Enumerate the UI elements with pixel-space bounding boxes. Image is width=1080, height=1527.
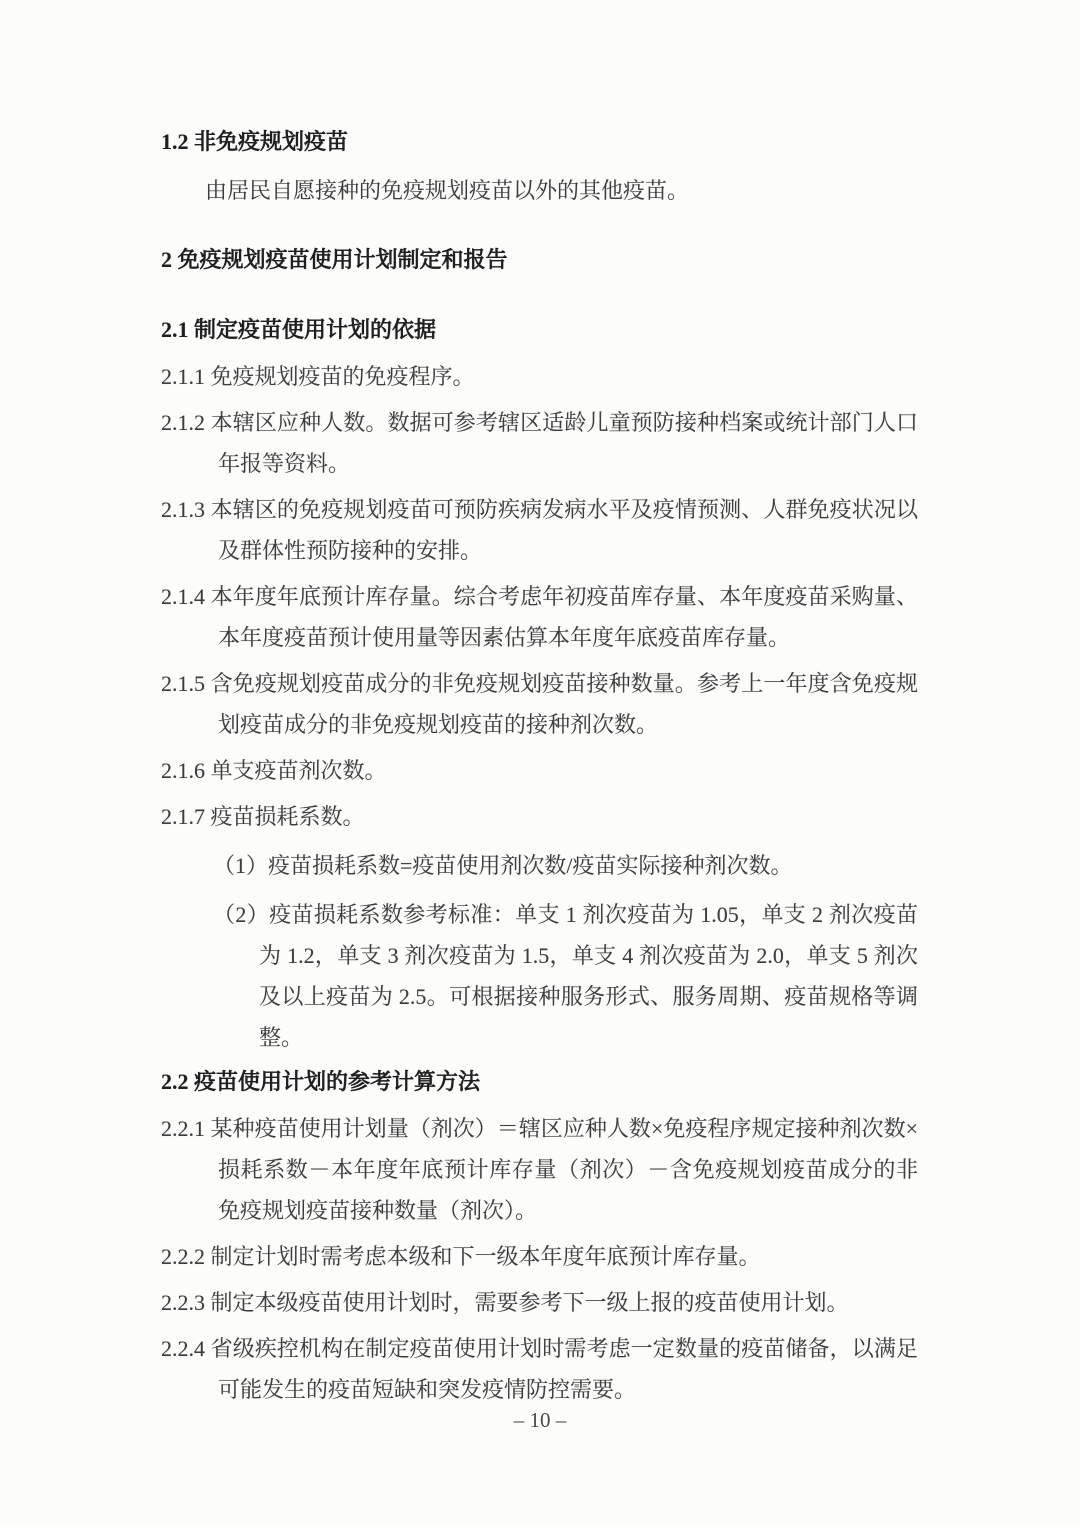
item-number: 2.1.5 [161, 671, 205, 696]
heading-title: 免疫规划疫苗使用计划制定和报告 [177, 247, 508, 272]
heading-title: 制定疫苗使用计划的依据 [194, 317, 437, 342]
item-text: 制定计划时需考虑本级和下一级本年度年底预计库存量。 [210, 1244, 761, 1269]
heading-2-2 [161, 1061, 918, 1102]
item-text: 本年度年底预计库存量。综合考虑年初疫苗库存量、本年度疫苗采购量、本年度疫苗预计使用量等因素估算本年度年底疫苗库存量。 [210, 584, 918, 650]
document-content [161, 121, 918, 1410]
heading-1-2 [161, 121, 918, 162]
item-number: 2.1.4 [161, 584, 205, 609]
item-text: 某种疫苗使用计划量（剂次）＝辖区应种人数×免疫程序规定接种剂次数×损耗系数－本年度年底预计库存量（剂次）－含免疫规划疫苗成分的非免疫规划疫苗接种数量（剂次）。 [210, 1116, 918, 1223]
list-item-2-1-4 [161, 576, 918, 658]
item-text: 省级疾控机构在制定疫苗使用计划时需考虑一定数量的疫苗储备，以满足可能发生的疫苗短缺和突发疫情防控需要。 [210, 1336, 918, 1402]
list-item-2-2-3 [161, 1282, 918, 1323]
item-number: 2.2.1 [161, 1116, 205, 1141]
list-item-2-1-7 [161, 796, 918, 837]
definition-paragraph: 由居民自愿接种的免疫规划疫苗以外的其他疫苗。 [205, 178, 690, 203]
heading-number: 2 [161, 247, 172, 272]
list-item-2-2-2 [161, 1236, 918, 1277]
heading-number: 2.2 [161, 1069, 189, 1094]
heading-title: 非免疫规划疫苗 [194, 129, 349, 154]
item-number: 2.1.7 [161, 804, 205, 829]
sub-item-2: （2）疫苗损耗系数参考标准：单支 1 剂次疫苗为 1.05，单支 2 剂次疫苗为 1.2，单支 3 剂次疫苗为 1.5，单支 4 剂次疫苗为 2.0，单支 5 剂次及以上疫苗为 2.5。可根据接种服务形式、服务周期、疫苗规格等调整。 [213, 902, 918, 1050]
item-number: 2.1.3 [161, 497, 205, 522]
heading-2 [161, 239, 918, 280]
list-item-2-1-6 [161, 750, 918, 791]
list-item-2-1-1 [161, 356, 918, 397]
list-item-2-1-2 [161, 402, 918, 484]
item-number: 2.1.2 [161, 410, 205, 435]
item-number: 2.1.6 [161, 758, 205, 783]
list-item-2-1-5 [161, 663, 918, 745]
heading-number: 1.2 [161, 129, 189, 154]
item-text: 免疫规划疫苗的免疫程序。 [210, 364, 475, 389]
heading-2-1 [161, 309, 918, 350]
item-text: 疫苗损耗系数。 [210, 804, 365, 829]
page-number: – 10 – [513, 1408, 567, 1432]
list-item-2-1-3 [161, 489, 918, 571]
item-text: 单支疫苗剂次数。 [210, 758, 387, 783]
item-text: 本辖区应种人数。数据可参考辖区适龄儿童预防接种档案或统计部门人口年报等资料。 [210, 410, 918, 476]
list-item-2-2-1 [161, 1108, 918, 1231]
item-text: 制定本级疫苗使用计划时，需要参考下一级上报的疫苗使用计划。 [210, 1290, 849, 1315]
sub-item-1: （1）疫苗损耗系数=疫苗使用剂次数/疫苗实际接种剂次数。 [213, 853, 793, 878]
item-text: 含免疫规划疫苗成分的非免疫规划疫苗接种数量。参考上一年度含免疫规划疫苗成分的非免疫规划疫苗的接种剂次数。 [210, 671, 918, 737]
item-number: 2.2.2 [161, 1244, 205, 1269]
list-item-2-2-4 [161, 1328, 918, 1410]
item-number: 2.2.3 [161, 1290, 205, 1315]
item-number: 2.1.1 [161, 364, 205, 389]
item-number: 2.2.4 [161, 1336, 205, 1361]
heading-title: 疫苗使用计划的参考计算方法 [194, 1069, 481, 1094]
item-text: 本辖区的免疫规划疫苗可预防疾病发病水平及疫情预测、人群免疫状况以及群体性预防接种的安排。 [210, 497, 918, 563]
heading-number: 2.1 [161, 317, 189, 342]
